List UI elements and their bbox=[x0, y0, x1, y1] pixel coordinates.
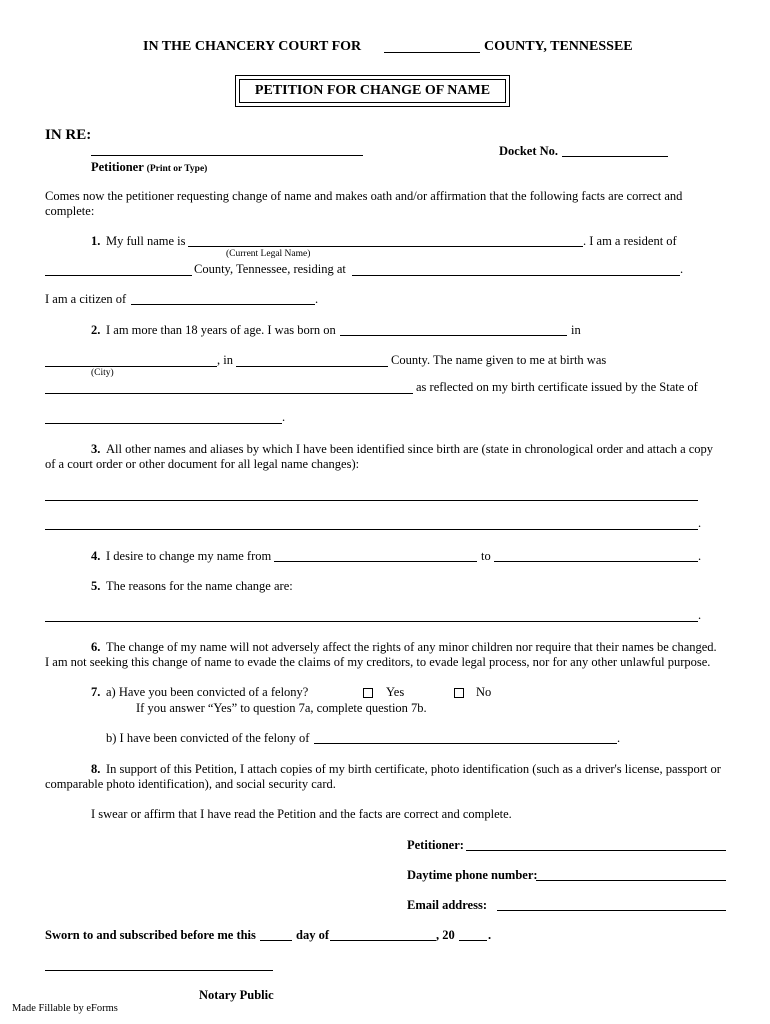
felony-field[interactable] bbox=[314, 729, 617, 744]
change-to-field[interactable] bbox=[494, 547, 698, 562]
form-title: PETITION FOR CHANGE OF NAME bbox=[239, 79, 506, 103]
resident-county-field[interactable] bbox=[45, 261, 192, 276]
item4-period: . bbox=[698, 549, 702, 563]
citizen-period: . bbox=[315, 292, 319, 306]
item6-line-1: The change of my name will not adversely affect the rights of any minor children nor require that their names be changed. bbox=[106, 640, 717, 654]
birth-name-text: County. The name given to me at birth was bbox=[391, 353, 607, 367]
docket-label: Docket No. bbox=[499, 144, 559, 158]
petitioner-signature-field[interactable] bbox=[466, 836, 726, 851]
reflected-text: as reflected on my birth certificate issued by the State of bbox=[416, 380, 698, 394]
item8-line-2: comparable photo identification), and social security card. bbox=[45, 777, 336, 791]
phone-field[interactable] bbox=[536, 866, 726, 881]
county-field[interactable] bbox=[384, 38, 480, 53]
reasons-text: The reasons for the name change are: bbox=[106, 579, 293, 593]
form-title-box bbox=[235, 75, 510, 107]
notary-public-label: Notary Public bbox=[199, 988, 274, 1002]
citizenship-field[interactable] bbox=[131, 290, 315, 305]
petitioner-hint: (Print or Type) bbox=[146, 164, 208, 174]
current-legal-name-hint: (Current Legal Name) bbox=[226, 249, 311, 259]
full-name-label: My full name is bbox=[106, 234, 186, 248]
item5-number: 5. bbox=[91, 579, 101, 593]
item3-line-2: of a court order or other document for all legal name changes): bbox=[45, 457, 360, 471]
item6-line-2: I am not seeking this change of name to evade the claims of my creditors, to evade legal process, nor for any other unlawful purpose. bbox=[45, 655, 711, 669]
birth-city-field[interactable] bbox=[45, 352, 217, 367]
reasons-field[interactable] bbox=[45, 607, 698, 622]
birth-state-field[interactable] bbox=[45, 409, 282, 424]
in-re-label: IN RE: bbox=[45, 127, 92, 143]
felony-no-label: No bbox=[476, 685, 492, 699]
citizen-label: I am a citizen of bbox=[45, 292, 127, 306]
born-text: I am more than 18 years of age. I was born on bbox=[106, 323, 336, 337]
item7-period: . bbox=[617, 731, 621, 745]
petitioner-label: Petitioner (Print or Type) bbox=[91, 160, 208, 174]
docket-field[interactable] bbox=[562, 142, 668, 157]
made-fillable-footer: Made Fillable by eForms bbox=[12, 1003, 118, 1014]
item5-period: . bbox=[698, 608, 702, 622]
item1-period: . bbox=[680, 262, 684, 276]
court-prefix: IN THE CHANCERY COURT FOR bbox=[143, 39, 362, 54]
felony-question: a) Have you been convicted of a felony? bbox=[106, 685, 309, 699]
sworn-month-field[interactable] bbox=[330, 926, 436, 941]
in-text-2: , in bbox=[217, 353, 233, 367]
birth-county-field[interactable] bbox=[236, 352, 388, 367]
item6-number: 6. bbox=[91, 640, 101, 654]
sworn-end: . bbox=[488, 928, 492, 942]
petitioner-name-field[interactable] bbox=[91, 141, 363, 156]
felony-no-checkbox[interactable] bbox=[454, 688, 464, 698]
email-field[interactable] bbox=[497, 896, 726, 911]
felony-instructions: If you answer “Yes” to question 7a, complete question 7b. bbox=[136, 701, 427, 715]
item4-number: 4. bbox=[91, 549, 101, 563]
felony-yes-label: Yes bbox=[386, 685, 405, 699]
court-suffix: COUNTY, TENNESSEE bbox=[484, 39, 633, 54]
item3-period: . bbox=[698, 516, 702, 530]
email-label: Email address: bbox=[407, 898, 487, 912]
change-to-text: to bbox=[481, 549, 491, 563]
felony-of-text: b) I have been convicted of the felony of bbox=[106, 731, 310, 745]
item2-number: 2. bbox=[91, 323, 101, 337]
full-name-field[interactable] bbox=[188, 232, 583, 247]
item2-period: . bbox=[282, 410, 286, 424]
oath-text: I swear or affirm that I have read the Petition and the facts are correct and complete. bbox=[91, 807, 512, 821]
intro-line-1: Comes now the petitioner requesting change of name and makes oath and/or affirmation that the following facts are correct and bbox=[45, 189, 683, 203]
birth-name-field[interactable] bbox=[45, 379, 413, 394]
item8-line-1: In support of this Petition, I attach copies of my birth certificate, photo identification (such as a driver's license, passport or bbox=[106, 762, 721, 776]
item3-number: 3. bbox=[91, 442, 101, 456]
in-text: in bbox=[571, 323, 581, 337]
aliases-field-2[interactable] bbox=[45, 515, 698, 530]
birth-date-field[interactable] bbox=[340, 321, 567, 336]
county-residing-text: County, Tennessee, residing at bbox=[194, 262, 346, 276]
aliases-field-1[interactable] bbox=[45, 486, 698, 501]
felony-yes-checkbox[interactable] bbox=[363, 688, 373, 698]
change-from-field[interactable] bbox=[274, 547, 477, 562]
sworn-text: Sworn to and subscribed before me this bbox=[45, 928, 256, 942]
day-of-text: day of bbox=[296, 928, 329, 942]
sworn-day-field[interactable] bbox=[260, 926, 292, 941]
item1-number: 1. bbox=[91, 234, 101, 248]
petitioner-signature-label: Petitioner: bbox=[407, 838, 464, 852]
intro-line-2: complete: bbox=[45, 204, 95, 218]
phone-label: Daytime phone number: bbox=[407, 868, 538, 882]
change-from-text: I desire to change my name from bbox=[106, 549, 272, 563]
city-hint: (City) bbox=[91, 368, 114, 378]
residence-address-field[interactable] bbox=[352, 261, 680, 276]
notary-signature-field[interactable] bbox=[45, 956, 273, 971]
resident-text: . I am a resident of bbox=[583, 234, 677, 248]
item8-number: 8. bbox=[91, 762, 101, 776]
year-text: , 20 bbox=[436, 928, 455, 942]
item3-line-1: All other names and aliases by which I have been identified since birth are (state in chronological order and attach a copy bbox=[106, 442, 714, 456]
item7-number: 7. bbox=[91, 685, 101, 699]
sworn-year-field[interactable] bbox=[459, 926, 487, 941]
